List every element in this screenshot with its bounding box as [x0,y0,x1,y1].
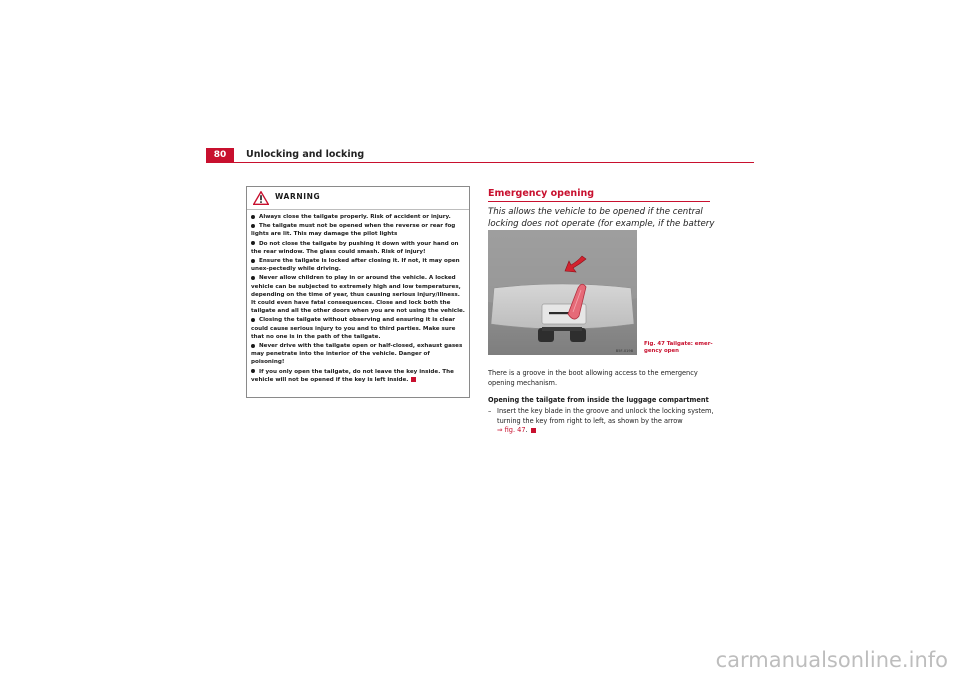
section-end-icon [531,428,536,433]
section-divider [488,201,710,202]
bullet-icon [251,369,255,373]
warning-item-text: Always close the tailgate properly. Risk of accident or injury. [259,214,451,220]
step-text-wrap [488,407,724,436]
bullet-icon [251,344,255,348]
warning-item-text: If you only open the tailgate, do not leave the key inside. The vehicle will not be opened if the key is left inside. [251,368,454,383]
warning-box [246,186,470,398]
warning-item [251,342,465,367]
warning-item [251,368,465,384]
warning-list [247,210,469,384]
bullet-icon [251,241,255,245]
bullet-icon [251,276,255,280]
warning-item-text: The tailgate must not be opened when the reverse or rear fog lights are lit. This may damage the pilot lights [251,223,456,238]
warning-title: WARNING [275,192,321,201]
section-intro: This allows the vehicle to be opened if the central locking does not operate (for example, if the battery [488,207,715,229]
step-dash: – [488,407,492,415]
page-number: 80 [206,148,234,162]
bullet-icon [251,318,255,322]
watermark: carmanualsonline.info [715,648,948,672]
procedure-heading: Opening the tailgate from inside the luggage compartment [488,396,709,404]
warning-item [251,257,465,273]
step-end: . [525,426,528,434]
bullet-icon [251,224,255,228]
warning-item-text: Do not close the tailgate by pushing it down with your hand on the rear window. The glass could smash. Risk of injury! [251,240,459,255]
bullet-icon [251,259,255,263]
procedure-step [488,407,724,436]
header-divider [206,162,754,163]
warning-item [251,222,465,238]
warning-item-text: Ensure the tailgate is locked after closing it. If not, it may open unex-pectedly while driving. [251,258,460,273]
warning-item-text: Never drive with the tailgate open or half-closed, exhaust gases may penetrate into the interior of the vehicle. Danger of poisoning! [251,343,463,366]
warning-item [251,240,465,256]
tailgate-illustration [488,230,637,355]
warning-item [251,316,465,341]
section-end-icon [411,377,416,382]
figure-tailgate-emergency [488,230,637,355]
figure-reference-link[interactable]: ⇒ fig. 47 [497,426,526,434]
section-title: Emergency opening [488,188,595,199]
body-paragraph: There is a groove in the boot allowing access to the emergency opening mechanism. [488,369,698,387]
warning-item-text: Never allow children to play in or around the vehicle. A locked vehicle can be subjected to extremely high and low temperatures, depending on the time of year, thus causing serious injury/illness. It could even have fatal consequences. Close and lock both the tailgate and all the other doors when you are not using the vehicle. [251,275,465,315]
warning-triangle-icon [253,191,269,205]
bullet-icon [251,215,255,219]
warning-item [251,274,465,315]
step-text: Insert the key blade in the groove and unlock the locking system, turning the key from right to left, as shown by the arrow [497,407,714,425]
chapter-title: Unlocking and locking [246,149,365,160]
warning-header [247,187,469,210]
figure-caption: Fig. 47 Tailgate: emer-gency open [644,341,713,354]
warning-item-text: Closing the tailgate without observing and ensuring it is clear could cause serious injury to you and to third parties. Make sure that no one is in the path of the tailgate. [251,317,456,340]
figure-code: B5F-0198 [615,349,633,353]
warning-item [251,213,465,221]
